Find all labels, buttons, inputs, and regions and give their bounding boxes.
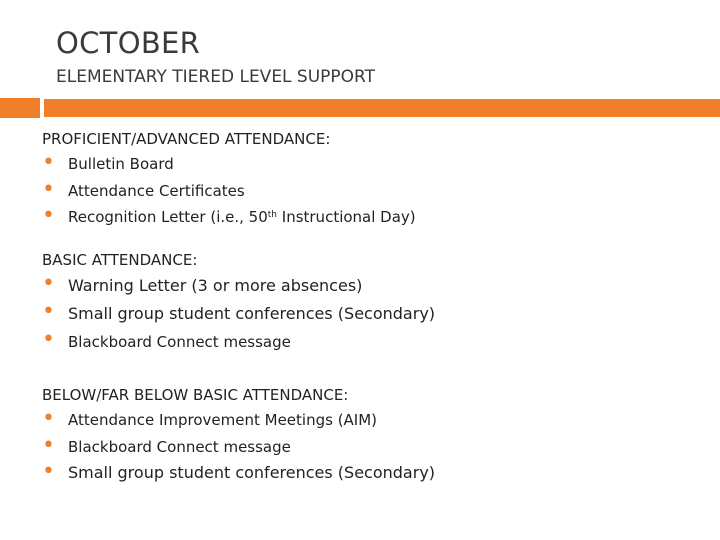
- section-proficient-advanced: [42, 130, 700, 231]
- section-heading: BELOW/FAR BELOW BASIC ATTENDANCE:: [42, 386, 349, 404]
- bullet-icon: •: [42, 150, 55, 175]
- bullet-list: [42, 151, 700, 231]
- bullet-icon: •: [42, 327, 55, 352]
- bullet-icon: •: [42, 459, 55, 484]
- list-item: [42, 151, 700, 178]
- bullet-list: [42, 272, 700, 356]
- list-item: [42, 272, 700, 300]
- section-basic: [42, 251, 700, 356]
- list-item: [42, 300, 700, 328]
- list-item-text: Small group student conferences (Secondary): [68, 463, 436, 482]
- bullet-list: [42, 407, 700, 487]
- list-item-text: Blackboard Connect message: [68, 437, 291, 456]
- list-item-text-suffix: Instructional Day): [277, 208, 416, 226]
- accent-bar-right: [44, 99, 720, 117]
- section-heading: BASIC ATTENDANCE:: [42, 251, 198, 269]
- bullet-icon: •: [42, 176, 55, 202]
- accent-bar-left: [0, 98, 40, 118]
- list-item: [42, 407, 700, 434]
- bullet-icon: •: [42, 271, 55, 296]
- list-item: [42, 328, 700, 356]
- list-item: [42, 204, 700, 231]
- bullet-icon: •: [42, 406, 55, 431]
- bullet-icon: •: [42, 432, 55, 458]
- list-item-text: Attendance Certificates: [68, 181, 245, 200]
- section-below-far-below-basic: [42, 386, 700, 487]
- section-heading: PROFICIENT/ADVANCED ATTENDANCE:: [42, 130, 331, 148]
- bullet-icon: •: [42, 203, 55, 228]
- slide-title: OCTOBER: [56, 26, 201, 60]
- bullet-icon: •: [42, 299, 55, 324]
- list-item: [42, 178, 700, 205]
- list-item-text: Blackboard Connect message: [68, 333, 291, 351]
- list-item-text: Attendance Improvement Meetings (AIM): [68, 411, 378, 429]
- list-item: [42, 434, 700, 461]
- ordinal-suffix: th: [267, 210, 277, 220]
- list-item: [42, 460, 700, 487]
- list-item-text: Small group student conferences (Secondary): [68, 304, 436, 323]
- list-item-text: Warning Letter (3 or more absences): [68, 276, 363, 295]
- slide-subtitle: ELEMENTARY TIERED LEVEL SUPPORT: [56, 67, 376, 87]
- list-item-text-prefix: Recognition Letter (i.e., 50: [68, 208, 268, 226]
- list-item-text: Bulletin Board: [68, 155, 174, 173]
